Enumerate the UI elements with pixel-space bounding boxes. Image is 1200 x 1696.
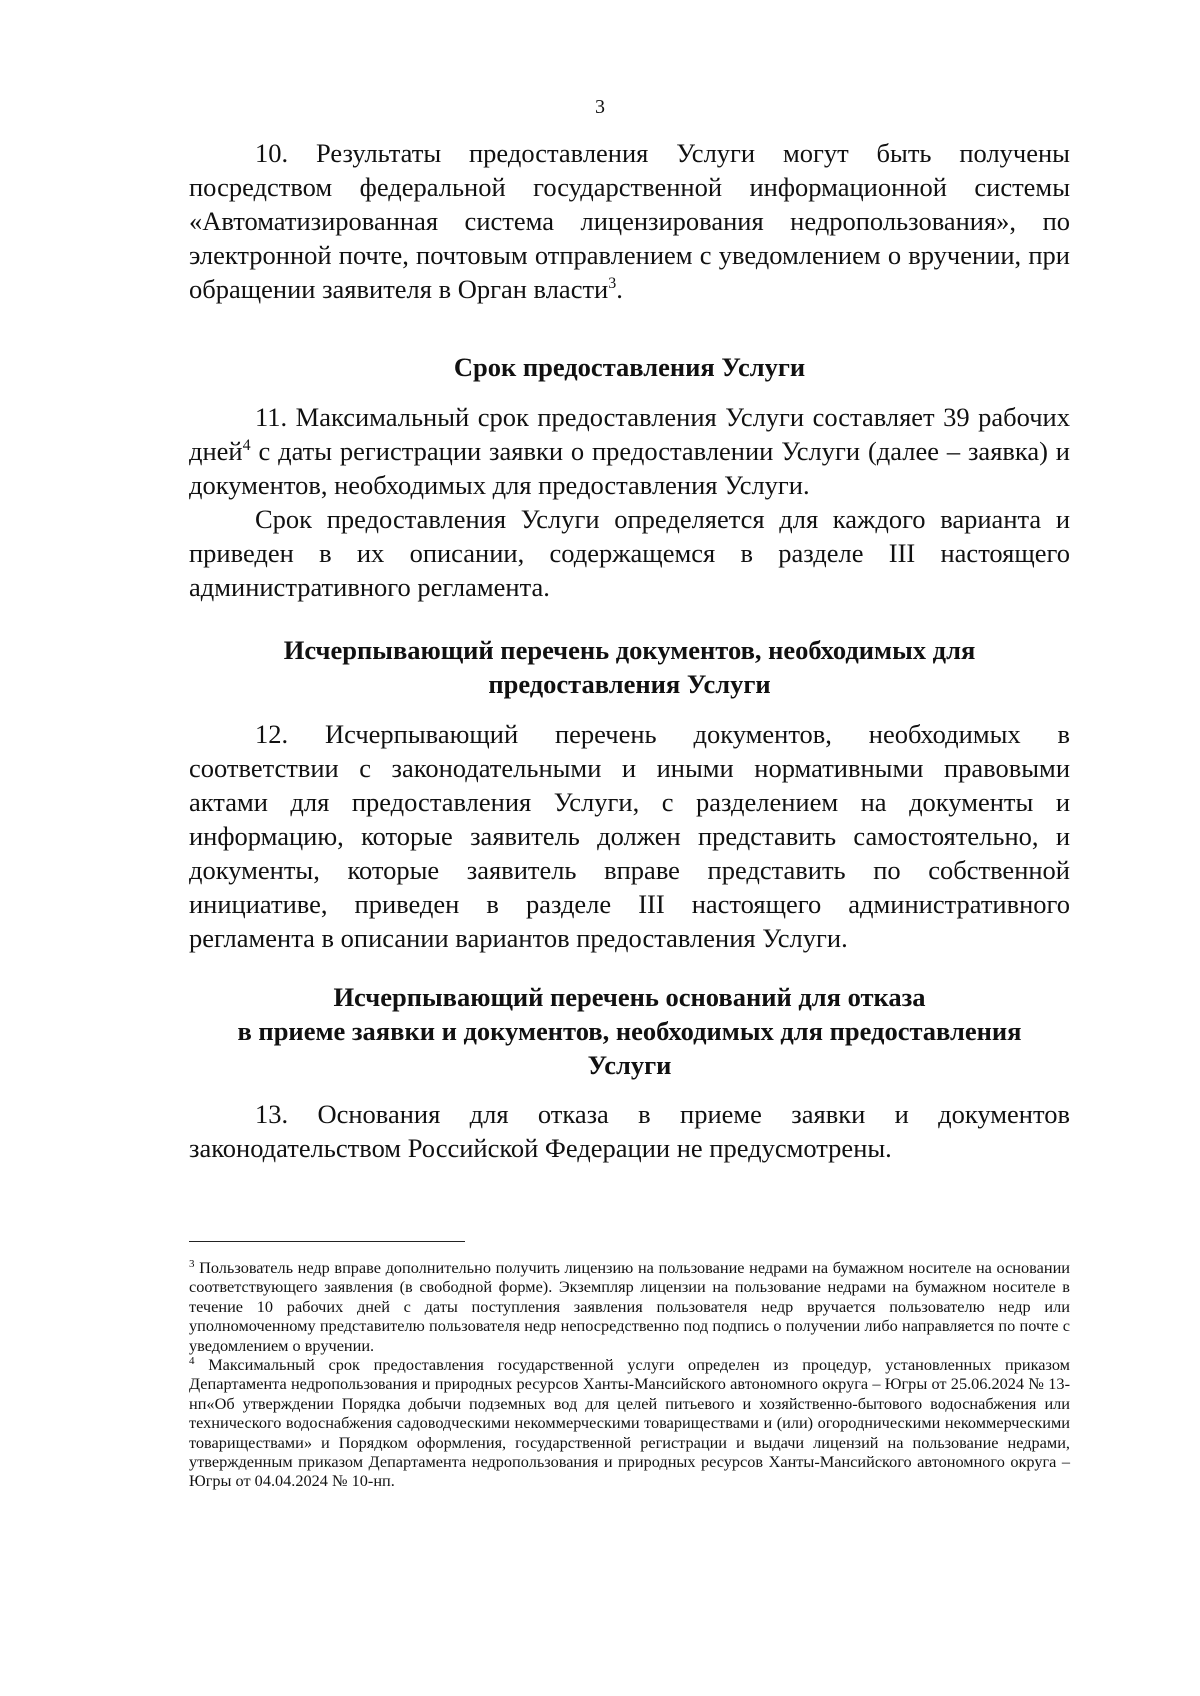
footnote-ref-3: 3 (608, 275, 617, 292)
heading-refusal-line-1: Исчерпывающий перечень оснований для отказа (333, 982, 926, 1012)
paragraph-10 (189, 136, 1070, 306)
footnote-3-text: Пользователь недр вправе дополнительно получить лицензию на пользование недрами на бумажном носителе на основании соответствующего заявления (в свободной форме). Экземпляр лицензии на пользование недрами на бумажном носителе в течение 10 рабочих дней с даты поступления заявления пользователя недр вручается пользователю недр или уполномоченному представителю пользователя недр непосредственно под подпись о получении либо направляется по почте с уведомлением о вручении. (189, 1258, 1070, 1355)
paragraph-11-text-b: с даты регистрации заявки о предоставлении Услуги (далее – заявка) и документов, необходимых для предоставления Услуги. (189, 436, 1070, 500)
footnote-3-mark: 3 (189, 1258, 195, 1270)
footnote-4-mark: 4 (189, 1355, 195, 1368)
heading-service-term-line: Срок предоставления Услуги (453, 352, 806, 382)
paragraph-11-block (189, 400, 1070, 604)
heading-refusal-line-2: в приеме заявки и документов, необходимых для предоставления (237, 1016, 1022, 1046)
heading-refusal-grounds (189, 980, 1070, 1082)
page-number: 3 (595, 96, 605, 118)
paragraph-13-block (189, 1097, 1070, 1165)
paragraph-11-text-a: 11. Максимальный срок предоставления Услуги составляет 39 рабочих дней (189, 402, 1070, 466)
paragraph-10-block (189, 136, 1070, 306)
paragraph-10-text: 10. Результаты предоставления Услуги могут быть получены посредством федеральной государственной информационной системы «Автоматизированная система лицензирования недропользования», по электронной почте, почтовым отправлением с уведомлением о вручении, при обращении заявителя в Орган власти (189, 138, 1070, 304)
heading-documents-list (189, 633, 1070, 701)
footnote-4-text: Максимальный срок предоставления государственной услуги определен из процедур, установленных приказом Департамента недропользования и природных ресурсов Ханты-Мансийского автономного округа – Югры от 25.06.2024 № 13-нп«Об утверждении Порядка добычи подземных вод для целей питьевого и хозяйственно-бытового водоснабжения или технического водоснабжения садоводческими некоммерческими товариществами и (или) огородническими некоммерческими товариществами» и Порядком оформления, государственной регистрации и выдачи лицензий на пользование недрами, утвержденным приказом Департамента недропользования и природных ресурсов Ханты-Мансийского автономного округа – Югры от 04.04.2024 № 10-нп. (189, 1355, 1070, 1491)
footnote-3 (189, 1258, 1070, 1355)
footnote-separator (189, 1241, 465, 1242)
footnote-ref-4: 4 (242, 437, 251, 454)
paragraph-10-tail: . (616, 274, 623, 304)
heading-refusal-line-3: Услуги (587, 1050, 672, 1080)
paragraph-13: 13. Основания для отказа в приеме заявки и документов законодательством Российской Федерации не предусмотрены. (189, 1099, 1070, 1163)
heading-documents-line-2: предоставления Услуги (488, 669, 771, 699)
footnote-4 (189, 1355, 1070, 1491)
paragraph-12: 12. Исчерпывающий перечень документов, необходимых в соответствии с законодательными и иными нормативными правовыми актами для предоставления Услуги, с разделением на документы и информацию, которые заявитель должен представить самостоятельно, и документы, которые заявитель вправе представить по собственной инициативе, приведен в разделе III настоящего административного регламента в описании вариантов предоставления Услуги. (189, 719, 1070, 953)
paragraph-11 (189, 400, 1070, 502)
paragraph-12-block (189, 717, 1070, 955)
paragraph-11-second: Срок предоставления Услуги определяется для каждого варианта и приведен в их описании, содержащемся в разделе III настоящего административного регламента. (189, 504, 1070, 602)
footnotes (189, 1258, 1070, 1491)
heading-service-term (189, 350, 1070, 384)
heading-documents-line-1: Исчерпывающий перечень документов, необходимых для (283, 635, 976, 665)
